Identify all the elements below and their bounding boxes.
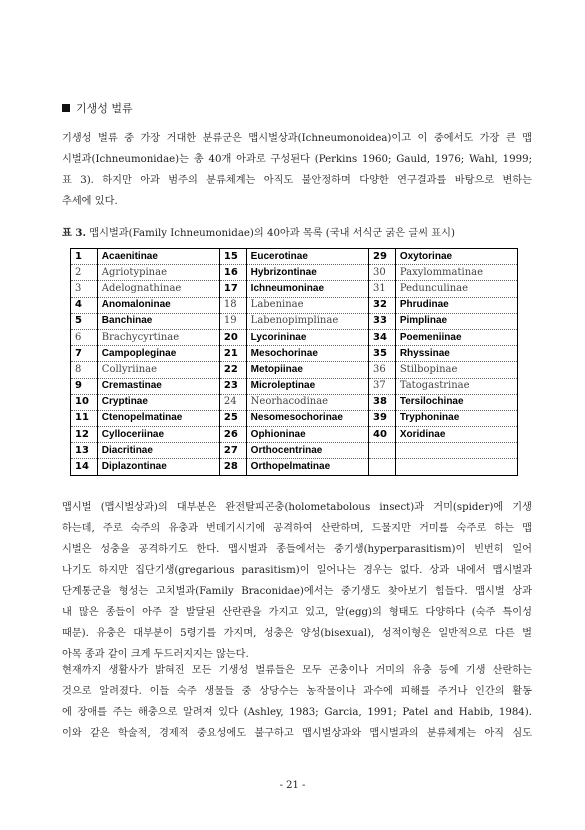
subfamily-number: 8 xyxy=(71,362,98,378)
subfamily-name: Campopleginae xyxy=(97,346,219,362)
subfamily-name: Orthopelmatinae xyxy=(246,459,368,475)
subfamily-name: Microleptinae xyxy=(246,378,368,394)
subfamily-number: 4 xyxy=(71,297,98,313)
subfamily-name: Xoridinae xyxy=(395,427,517,443)
table-row xyxy=(71,297,518,313)
paragraph-line: 표 3). 하지만 아과 범주의 분류체계는 아직도 불안정하며 다양한 연구결과를 바탕으로 변하는 xyxy=(62,175,532,186)
paragraph-line: 시벌은 성충을 공격하기도 한다. 맵시벌과 종들에서는 중기생(hyperparasitism)이 빈번히 일어 xyxy=(62,544,532,555)
subfamily-number: 22 xyxy=(219,362,246,378)
paragraph-line: 내 많은 종들이 아주 잘 발달된 산란관을 가지고 있고, 알(egg)의 형태도 다양하다 (숙주 특이성 xyxy=(62,607,532,618)
subfamily-name: Cryptinae xyxy=(97,394,219,410)
subfamily-number: 37 xyxy=(369,378,396,394)
table-row xyxy=(71,459,518,475)
table-row xyxy=(71,281,518,297)
subfamily-number: 20 xyxy=(219,329,246,345)
paragraph-importance xyxy=(62,660,532,744)
subfamily-name: Acaenitinae xyxy=(97,249,219,265)
subfamily-name: Adelognathinae xyxy=(97,281,219,297)
subfamily-number: 6 xyxy=(71,329,98,345)
subfamily-name: Agriotypinae xyxy=(97,265,219,281)
section-heading xyxy=(62,100,133,116)
subfamily-number: 32 xyxy=(369,297,396,313)
table-row xyxy=(71,443,518,459)
subfamily-number: 2 xyxy=(71,265,98,281)
subfamily-name: Tersilochinae xyxy=(395,394,517,410)
paragraph-intro xyxy=(62,128,532,212)
subfamily-number: 15 xyxy=(219,249,246,265)
section-heading-text: 기생성 벌류 xyxy=(76,102,133,115)
subfamily-number: 17 xyxy=(219,281,246,297)
subfamily-name: Lycorininae xyxy=(246,329,368,345)
subfamily-name: Ctenopelmatinae xyxy=(97,410,219,426)
subfamily-name: Nesomesochorinae xyxy=(246,410,368,426)
square-bullet-icon xyxy=(62,104,70,112)
subfamily-name: Eucerotinae xyxy=(246,249,368,265)
paragraph-line: 단계통군을 형성는 고치벌과(Family Braconidae)에서는 중기생도 찾아보기 힘들다. 맵시벌 상과 xyxy=(62,586,532,597)
table-caption-text: 맵시벌과(Family Ichneumonidae)의 40아과 목록 (국내 서식군 굵은 글씨 표시) xyxy=(89,228,455,239)
subfamily-number: 25 xyxy=(219,410,246,426)
subfamily-name: Diplazontinae xyxy=(97,459,219,475)
subfamily-number xyxy=(369,443,396,459)
subfamily-name: Mesochorinae xyxy=(246,346,368,362)
subfamily-number: 12 xyxy=(71,427,98,443)
table-row xyxy=(71,394,518,410)
subfamily-name: Phrudinae xyxy=(395,297,517,313)
subfamily-name: Cylloceriinae xyxy=(97,427,219,443)
subfamily-name: Neorhacodinae xyxy=(246,394,368,410)
table-row xyxy=(71,362,518,378)
subfamily-name: Diacritinae xyxy=(97,443,219,459)
subfamily-name: Ichneumoninae xyxy=(246,281,368,297)
paragraph-line: 시벌과(Ichneumonidae)는 총 40개 아과로 구성된다 (Perkins 1960; Gauld, 1976; Wahl, 1999; xyxy=(62,154,532,165)
paragraph-line: 이와 같은 학술적, 경제적 중요성에도 불구하고 맵시벌상과와 맵시벌과의 분류체계는 아직 심도 xyxy=(62,728,532,739)
subfamily-name: Metopiinae xyxy=(246,362,368,378)
subfamily-name: Ophioninae xyxy=(246,427,368,443)
table-row xyxy=(71,410,518,426)
subfamily-number: 19 xyxy=(219,313,246,329)
subfamily-name: Cremastinae xyxy=(97,378,219,394)
subfamily-name: Anomaloninae xyxy=(97,297,219,313)
subfamily-name xyxy=(395,459,517,475)
subfamily-number: 3 xyxy=(71,281,98,297)
paragraph-line: 추세에 있다. xyxy=(62,196,118,207)
table-row xyxy=(71,265,518,281)
subfamily-name: Tryphoninae xyxy=(395,410,517,426)
subfamily-number: 26 xyxy=(219,427,246,443)
subfamily-number: 13 xyxy=(71,443,98,459)
table-row xyxy=(71,329,518,345)
subfamily-number: 34 xyxy=(369,329,396,345)
subfamily-name: Hybrizontinae xyxy=(246,265,368,281)
subfamily-number: 11 xyxy=(71,410,98,426)
subfamily-number: 27 xyxy=(219,443,246,459)
subfamily-number: 9 xyxy=(71,378,98,394)
subfamily-name: Oxytorinae xyxy=(395,249,517,265)
subfamily-number: 24 xyxy=(219,394,246,410)
paragraph-line: 현재까지 생활사가 밝혀진 모든 기생성 벌류들은 모두 곤충이나 거미의 유충 등에 기생 산란하는 xyxy=(62,665,532,676)
subfamily-name: Labenopimplinae xyxy=(246,313,368,329)
table-row xyxy=(71,346,518,362)
subfamily-number: 16 xyxy=(219,265,246,281)
subfamily-number: 39 xyxy=(369,410,396,426)
page-number: - 21 - xyxy=(279,780,306,791)
subfamily-name: Labeninae xyxy=(246,297,368,313)
subfamily-name: Brachycyrtinae xyxy=(97,329,219,345)
subfamily-number: 33 xyxy=(369,313,396,329)
subfamily-table xyxy=(70,248,518,476)
subfamily-number: 38 xyxy=(369,394,396,410)
subfamily-name: Tatogastrinae xyxy=(395,378,517,394)
subfamily-number: 10 xyxy=(71,394,98,410)
paragraph-line: 맵시벌 (맵시벌상과)의 대부분은 완전탈피곤충(holometabolous insect)과 거미(spider)에 기생 xyxy=(62,502,532,513)
subfamily-number: 18 xyxy=(219,297,246,313)
table-row xyxy=(71,427,518,443)
subfamily-number: 23 xyxy=(219,378,246,394)
subfamily-name: Rhyssinae xyxy=(395,346,517,362)
subfamily-name: Poemeniinae xyxy=(395,329,517,345)
subfamily-name: Collyriinae xyxy=(97,362,219,378)
subfamily-name: Banchinae xyxy=(97,313,219,329)
paragraph-line: 에 장애를 주는 해충으로 알려져 있다 (Ashley, 1983; Garcia, 1991; Patel and Habib, 1984). xyxy=(62,707,532,718)
table-caption-label: 표 3. xyxy=(62,227,87,239)
paragraph-biology xyxy=(62,497,532,665)
subfamily-number: 31 xyxy=(369,281,396,297)
subfamily-name: Stilbopinae xyxy=(395,362,517,378)
subfamily-name xyxy=(395,443,517,459)
paragraph-line: 나기도 하지만 집단기생(gregarious parasitism)이 일어나는 경우는 없다. 상과 내에서 맵시벌과 xyxy=(62,565,532,576)
subfamily-number: 14 xyxy=(75,461,89,473)
subfamily-name: Paxylommatinae xyxy=(395,265,517,281)
subfamily-number: 28 xyxy=(219,459,246,475)
subfamily-name: Pimplinae xyxy=(395,313,517,329)
paragraph-line: 기생성 벌류 중 가장 거대한 분류군은 맵시벌상과(Ichneumonoidea)이고 이 중에서도 가장 큰 맵 xyxy=(62,133,532,144)
subfamily-number: 29 xyxy=(369,249,396,265)
table-row xyxy=(71,313,518,329)
subfamily-number: 40 xyxy=(369,427,396,443)
subfamily-name: Pedunculinae xyxy=(395,281,517,297)
subfamily-number: 7 xyxy=(71,346,98,362)
subfamily-number: 1 xyxy=(71,249,98,265)
table-row xyxy=(71,378,518,394)
subfamily-number: 21 xyxy=(219,346,246,362)
paragraph-line: 것으로 알려졌다. 이들 숙주 생물들 중 상당수는 농작물이나 과수에 피해를 주거나 인간의 활동 xyxy=(62,686,532,697)
paragraph-line: 하는데, 주로 숙주의 유충과 번데기시기에 공격하여 산란하며, 드물지만 거미를 숙주로 하는 맵 xyxy=(62,523,532,534)
paragraph-line: 아목 종과 같이 크게 두드러지지는 않는다. xyxy=(62,649,249,660)
table-caption xyxy=(62,224,455,239)
subfamily-number: 5 xyxy=(71,313,98,329)
subfamily-number: 36 xyxy=(369,362,396,378)
subfamily-name: Orthocentrinae xyxy=(246,443,368,459)
subfamily-number xyxy=(369,459,396,475)
subfamily-number: 30 xyxy=(369,265,396,281)
table-row xyxy=(71,249,518,265)
paragraph-line: 때문). 유충은 대부분이 5령기를 가지며, 성충은 양성(bisexual), 성적이형은 일반적으로 다른 벌 xyxy=(62,628,532,639)
subfamily-number: 35 xyxy=(369,346,396,362)
